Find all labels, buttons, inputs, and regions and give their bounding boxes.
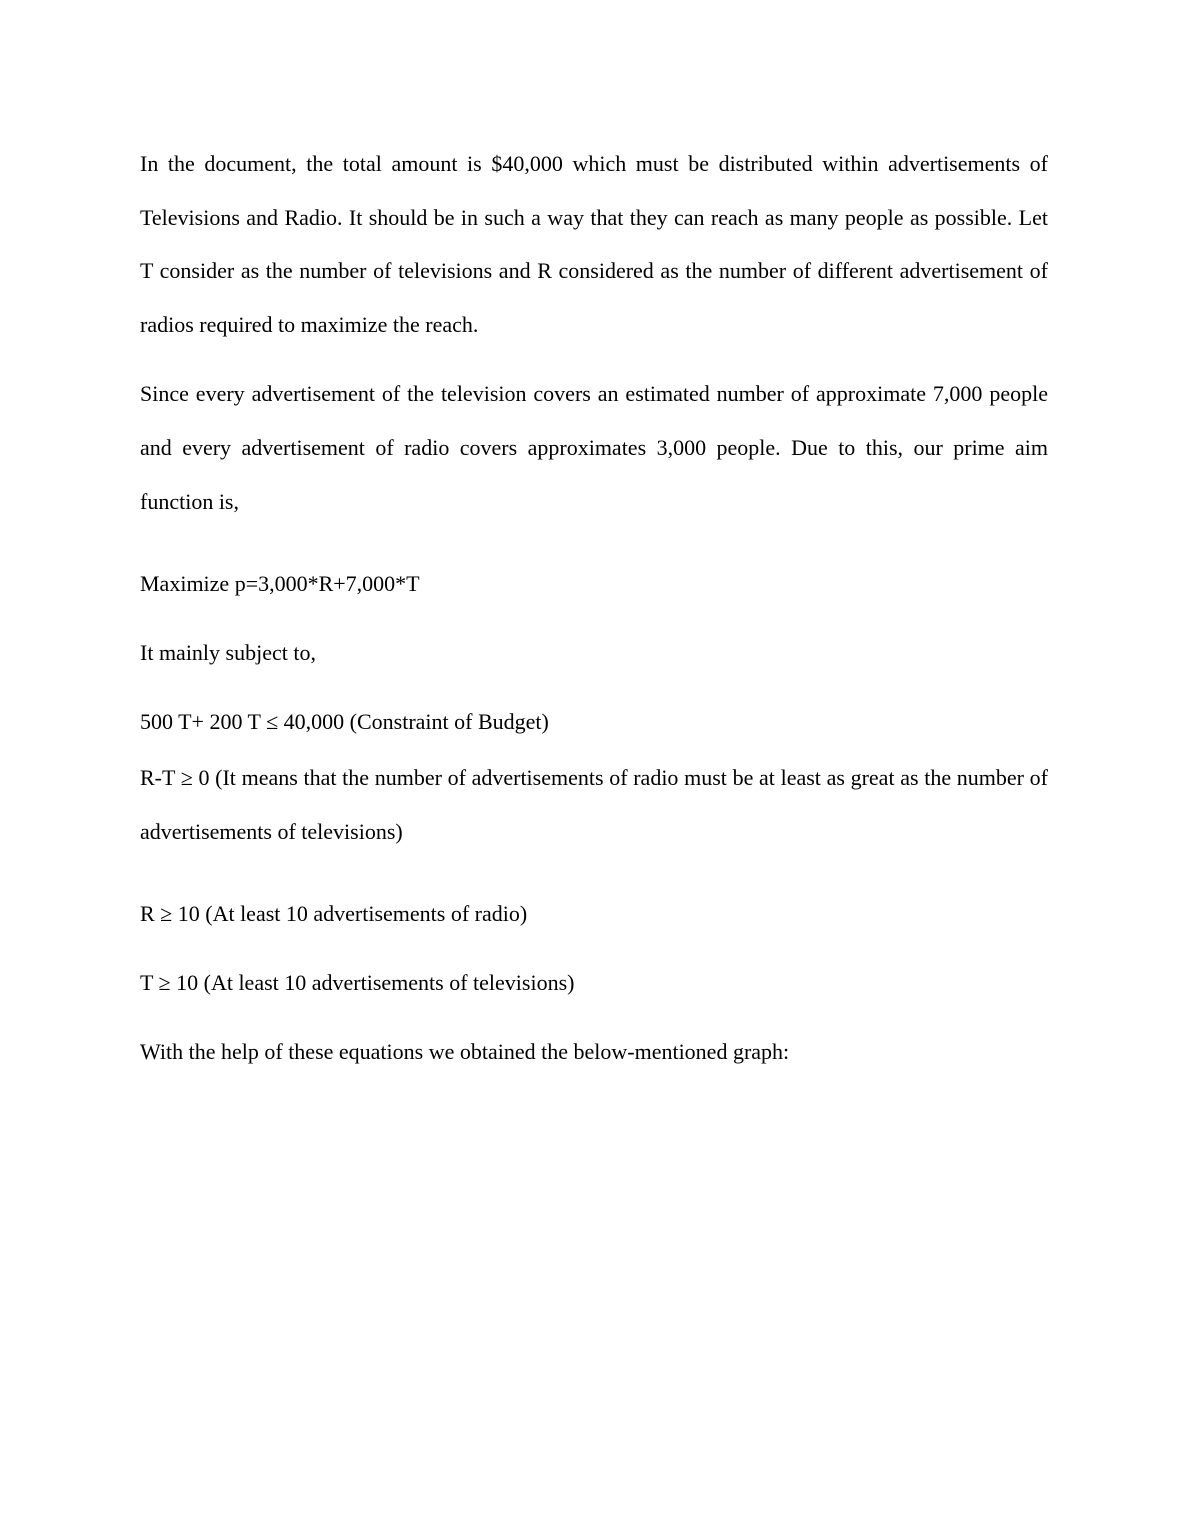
constraint-budget: 500 T+ 200 T ≤ 40,000 (Constraint of Budget) [140, 709, 549, 735]
constraint-radio-vs-tv: R-T ≥ 0 (It means that the number of advertisements of radio must be at least as great as the number of advertisements of televisions) [140, 765, 1048, 844]
paragraph-budget-intro: In the document, the total amount is $40,000 which must be distributed within advertisements of Televisions and Radio. It should be in such a way that they can reach as many people as possible. Let T consider as the number of televisions and R considered as the number of different advertisement of radios required to maximize the reach. [140, 151, 1048, 337]
constraint-min-radio: R ≥ 10 (At least 10 advertisements of radio) [140, 901, 528, 927]
document-body [140, 137, 1048, 1065]
paragraph-reach-estimate: Since every advertisement of the television covers an estimated number of approximate 7,000 people and every advertisement of radio covers approximates 3,000 people. Due to this, our prime aim function is, [140, 381, 1048, 514]
objective-function: Maximize p=3,000*R+7,000*T [140, 571, 420, 597]
paragraph-subject-to: It mainly subject to, [140, 640, 316, 666]
paragraph-graph-intro: With the help of these equations we obtained the below-mentioned graph: [140, 1039, 790, 1065]
constraint-min-tv: T ≥ 10 (At least 10 advertisements of televisions) [140, 970, 575, 996]
